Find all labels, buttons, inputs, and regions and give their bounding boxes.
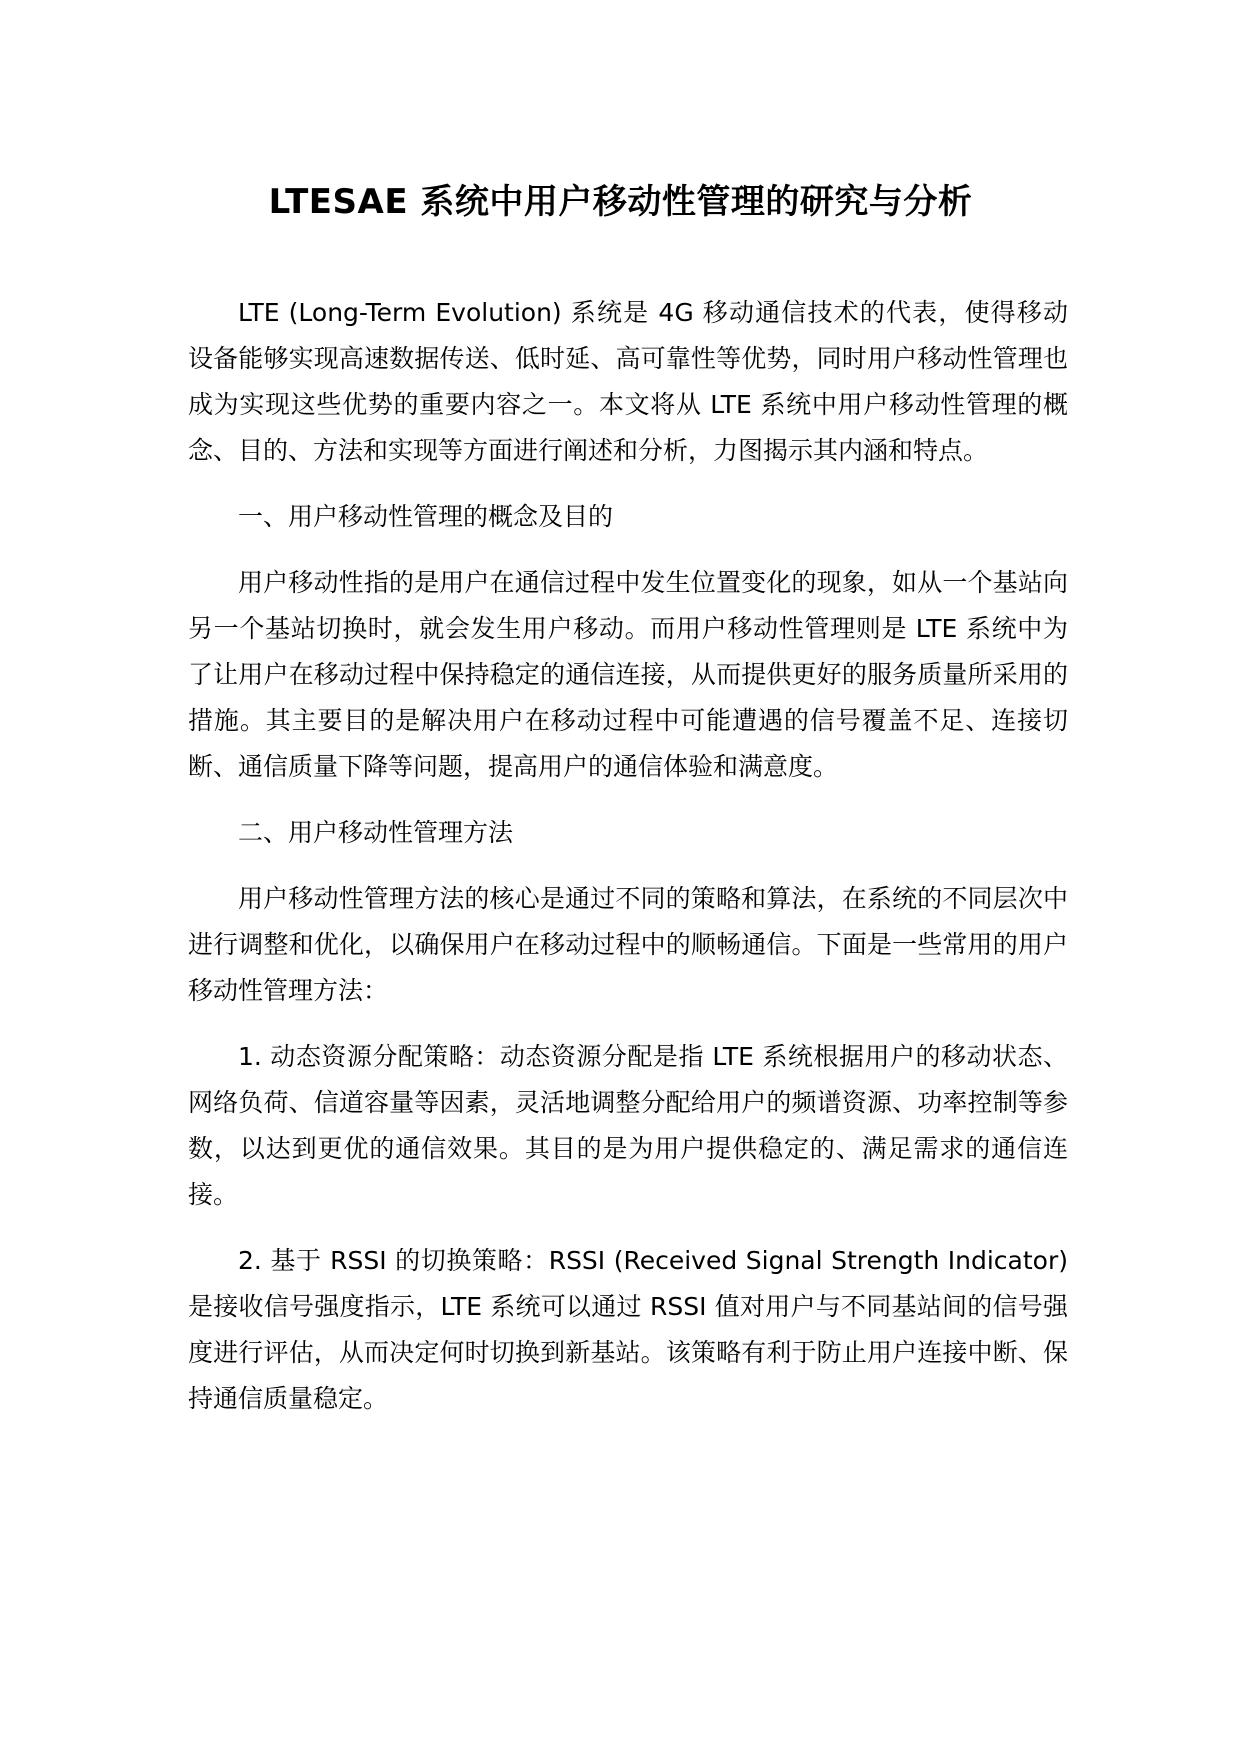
paragraph-methods-intro: 用户移动性管理方法的核心是通过不同的策略和算法，在系统的不同层次中进行调整和优化，以确保用户在移动过程中的顺畅通信。下面是一些常用的用户移动性管理方法： bbox=[188, 884, 1068, 1005]
paragraph-intro: LTE (Long-Term Evolution) 系统是 4G 移动通信技术的代表，使得移动设备能够实现高速数据传送、低时延、高可靠性等优势，同时用户移动性管理也成为实现这些优势的重要内容之一。本文将从 LTE 系统中用户移动性管理的概念、目的、方法和实现等方面进行阐述和分析，力图揭示其内涵和特点。 bbox=[188, 298, 1068, 465]
document-body bbox=[188, 290, 1068, 1442]
paragraph-method-2: 2. 基于 RSSI 的切换策略：RSSI (Received Signal Strength Indicator) 是接收信号强度指示，LTE 系统可以通过 RSSI 值对用户与不同基站间的信号强度进行评估，从而决定何时切换到新基站。该策略有利于防止用户连接中断、保持通信质量稳定。 bbox=[188, 1246, 1068, 1413]
paragraph-concept: 用户移动性指的是用户在通信过程中发生位置变化的现象，如从一个基站向另一个基站切换时，就会发生用户移动。而用户移动性管理则是 LTE 系统中为了让用户在移动过程中保持稳定的通信连接，从而提供更好的服务质量所采用的措施。其主要目的是解决用户在移动过程中可能遭遇的信号覆盖不足、连接切断、通信质量下降等问题，提高用户的通信体验和满意度。 bbox=[188, 568, 1068, 781]
section-heading-2: 二、用户移动性管理方法 bbox=[238, 818, 514, 847]
paragraph-method-1: 1. 动态资源分配策略：动态资源分配是指 LTE 系统根据用户的移动状态、网络负荷、信道容量等因素，灵活地调整分配给用户的频谱资源、功率控制等参数，以达到更优的通信效果。其目的是为用户提供稳定的、满足需求的通信连接。 bbox=[188, 1042, 1068, 1209]
section-heading-1: 一、用户移动性管理的概念及目的 bbox=[238, 502, 614, 531]
document-title: LTESAE 系统中用户移动性管理的研究与分析 bbox=[268, 182, 973, 222]
